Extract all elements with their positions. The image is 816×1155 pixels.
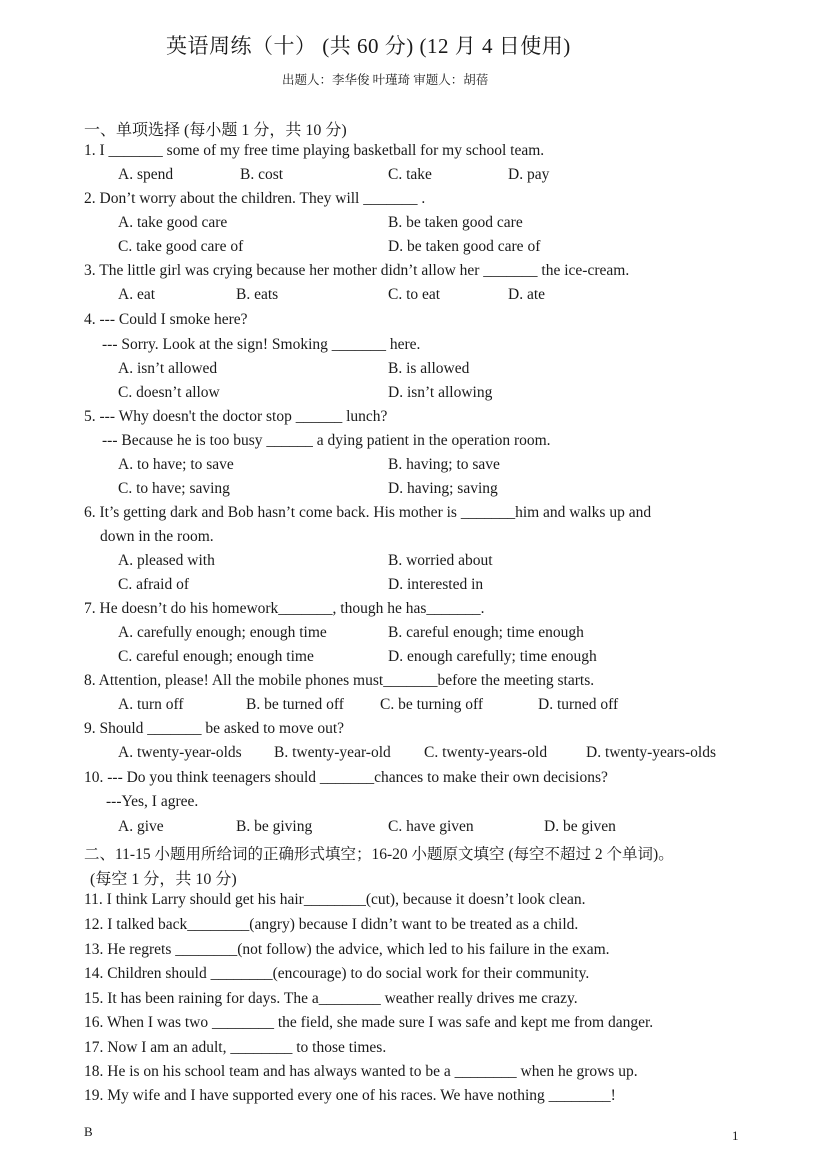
question-4: 4. --- Could I smoke here? — [84, 311, 248, 328]
q5-option-d: D. having; saving — [388, 480, 498, 497]
q1-option-c: C. take — [388, 166, 432, 183]
q7-option-c: C. careful enough; enough time — [118, 648, 314, 665]
q9-option-d: D. twenty-years-olds — [586, 744, 716, 761]
question-10-reply: ---Yes, I agree. — [106, 793, 199, 810]
q10-option-c: C. have given — [388, 818, 474, 835]
fill-item-15: 15. It has been raining for days. The a________ weather really drives me crazy. — [84, 990, 578, 1007]
question-9: 9. Should _______ be asked to move out? — [84, 720, 345, 737]
fill-item-13: 13. He regrets ________(not follow) the advice, which led to his failure in the exam. — [84, 941, 610, 958]
q8-option-c: C. be turning off — [380, 696, 484, 713]
q10-option-d: D. be given — [544, 818, 616, 835]
question-8: 8. Attention, please! All the mobile phones must_______before the meeting starts. — [84, 672, 595, 689]
q1-option-d: D. pay — [508, 166, 550, 183]
q2-option-a: A. take good care — [118, 214, 228, 231]
footer-label: B — [84, 1124, 93, 1139]
question-7: 7. He doesn’t do his homework_______, though he has_______. — [84, 600, 485, 617]
q10-option-a: A. give — [118, 818, 164, 835]
q1-option-a: A. spend — [118, 166, 174, 183]
q7-option-b: B. careful enough; time enough — [388, 624, 584, 641]
question-10: 10. --- Do you think teenagers should _______chances to make their own decisions? — [84, 769, 608, 786]
question-2: 2. Don’t worry about the children. They will _______ . — [84, 190, 426, 207]
page-title: 英语周练（十） (共 60 分) (12 月 4 日使用) — [166, 34, 571, 58]
fill-item-11: 11. I think Larry should get his hair________(cut), because it doesn’t look clean. — [84, 891, 586, 908]
q3-option-d: D. ate — [508, 286, 546, 303]
section-1-heading: 一、单项选择 (每小题 1 分，共 10 分) — [84, 122, 347, 139]
question-1: 1. I _______ some of my free time playing basketball for my school team. — [84, 142, 545, 159]
q6-option-a: A. pleased with — [118, 552, 215, 569]
q3-option-b: B. eats — [236, 286, 279, 303]
section-2-subheading: (每空 1 分，共 10 分) — [90, 871, 237, 888]
q9-option-a: A. twenty-year-olds — [118, 744, 242, 761]
q9-option-c: C. twenty-years-old — [424, 744, 548, 761]
q6-option-c: C. afraid of — [118, 576, 190, 593]
q3-option-c: C. to eat — [388, 286, 441, 303]
fill-item-18: 18. He is on his school team and has always wanted to be a ________ when he grows up. — [84, 1063, 638, 1080]
q3-option-a: A. eat — [118, 286, 156, 303]
question-5-reply: --- Because he is too busy ______ a dying patient in the operation room. — [102, 432, 551, 449]
question-4-reply: --- Sorry. Look at the sign! Smoking _______ here. — [102, 336, 421, 353]
q2-option-d: D. be taken good care of — [388, 238, 541, 255]
q6-option-d: D. interested in — [388, 576, 484, 593]
q10-option-b: B. be giving — [236, 818, 313, 835]
q8-option-b: B. be turned off — [246, 696, 344, 713]
author-line: 出题人：李华俊 叶瑾琦 审题人：胡蓓 — [282, 73, 489, 87]
fill-item-14: 14. Children should ________(encourage) to do social work for their community. — [84, 965, 590, 982]
q4-option-c: C. doesn’t allow — [118, 384, 220, 401]
fill-item-17: 17. Now I am an adult, ________ to those times. — [84, 1039, 387, 1056]
question-6: 6. It’s getting dark and Bob hasn’t come back. His mother is _______him and walks up and — [84, 504, 652, 521]
fill-item-19: 19. My wife and I have supported every one of his races. We have nothing ________! — [84, 1087, 616, 1104]
q7-option-d: D. enough carefully; time enough — [388, 648, 597, 665]
q4-option-d: D. isn’t allowing — [388, 384, 493, 401]
q2-option-c: C. take good care of — [118, 238, 244, 255]
q2-option-b: B. be taken good care — [388, 214, 523, 231]
q9-option-b: B. twenty-year-old — [274, 744, 391, 761]
page-number: 1 — [732, 1128, 739, 1143]
q1-option-b: B. cost — [240, 166, 284, 183]
q6-option-b: B. worried about — [388, 552, 493, 569]
question-3: 3. The little girl was crying because her mother didn’t allow her _______ the ice-cream. — [84, 262, 630, 279]
q4-option-b: B. is allowed — [388, 360, 470, 377]
q8-option-a: A. turn off — [118, 696, 184, 713]
fill-item-12: 12. I talked back________(angry) because I didn’t want to be treated as a child. — [84, 916, 579, 933]
question-6-continued: down in the room. — [100, 528, 214, 545]
q7-option-a: A. carefully enough; enough time — [118, 624, 327, 641]
fill-item-16: 16. When I was two ________ the field, she made sure I was safe and kept me from danger. — [84, 1014, 654, 1031]
q8-option-d: D. turned off — [538, 696, 619, 713]
q5-option-b: B. having; to save — [388, 456, 500, 473]
q5-option-a: A. to have; to save — [118, 456, 234, 473]
q4-option-a: A. isn’t allowed — [118, 360, 218, 377]
q5-option-c: C. to have; saving — [118, 480, 230, 497]
section-2-heading: 二、11-15 小题用所给词的正确形式填空；16-20 小题原文填空 (每空不超过 2 个单词)。 — [84, 846, 674, 863]
question-5: 5. --- Why doesn't the doctor stop ______ lunch? — [84, 408, 388, 425]
